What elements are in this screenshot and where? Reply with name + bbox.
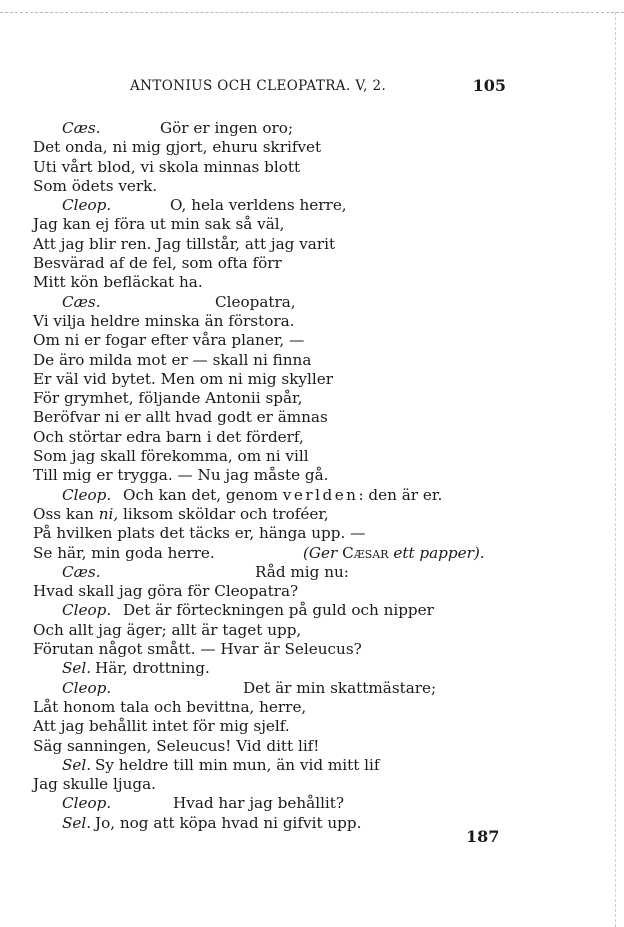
line-text: Råd mig nu: <box>255 562 349 581</box>
line-text: Det onda, ni mig gjort, ehuru skrifvet <box>33 138 322 157</box>
verse-line <box>33 737 513 756</box>
verse-line <box>33 486 513 505</box>
line-text-part: Och kan det, genom <box>123 485 278 504</box>
line-text: Jag skulle ljuga. <box>33 775 156 794</box>
line-text: Jo, nog att köpa hvad ni gifvit upp. <box>95 813 362 832</box>
line-text: Om ni er fogar efter våra planer, — <box>33 331 305 350</box>
line-text: De äro milda mot er — skall ni finna <box>33 350 312 369</box>
running-title: ANTONIUS OCH CLEOPATRA. V, 2. <box>130 78 387 94</box>
verse-line <box>33 273 513 292</box>
verse-line <box>33 466 513 485</box>
spaced-emphasis: verlden <box>282 485 359 504</box>
verse-line <box>33 794 513 813</box>
line-text: Som jag skall förekomma, om ni vill <box>33 447 309 466</box>
verse-line <box>33 293 513 312</box>
speaker-name: Cæs. <box>62 119 101 137</box>
line-text: Det är förteckningen på guld och nipper <box>123 601 434 620</box>
verse-line <box>33 119 513 138</box>
line-text: Sy heldre till min mun, än vid mitt lif <box>95 755 380 774</box>
line-text: Gör er ingen oro; <box>160 119 294 137</box>
line-text: Att jag behållit intet för mig sjelf. <box>33 717 290 736</box>
verse-line <box>33 640 513 659</box>
line-text: På hvilken plats det täcks er, hänga upp. — <box>33 524 366 543</box>
verse-line <box>33 312 513 331</box>
line-text: Och allt jag äger; allt är taget upp, <box>33 620 302 639</box>
verse-line <box>33 235 513 254</box>
verse-line <box>33 698 513 717</box>
verse-line <box>33 601 513 620</box>
stage-direction-name: Cæsar <box>342 543 389 562</box>
line-text: Cleopatra, <box>215 292 296 311</box>
line-text: Att jag blir ren. Jag tillstår, att jag varit <box>33 234 336 253</box>
verse-line <box>33 717 513 736</box>
verse-line <box>33 408 513 427</box>
line-text: Hvad har jag behållit? <box>173 794 345 813</box>
speaker-name: Cæs. <box>62 562 101 581</box>
line-text: Som ödets verk. <box>33 176 158 195</box>
line-text: Besvärad af de fel, som ofta förr <box>33 254 282 273</box>
line-text-part: : den är er. <box>358 485 443 504</box>
page-number: 105 <box>472 76 506 95</box>
speaker-name: Cleop. <box>62 485 112 504</box>
line-text: Och störtar edra barn i det förderf, <box>33 427 304 446</box>
verse-line <box>33 756 513 775</box>
speaker-name: Sel. <box>62 755 92 774</box>
line-text: Mitt kön befläckat ha. <box>33 273 203 292</box>
line-text-part: liksom sköldar och troféer, <box>123 504 329 523</box>
line-text: O, hela verldens herre, <box>170 196 347 215</box>
verse-line <box>33 177 513 196</box>
speaker-name: Sel. <box>62 813 92 832</box>
verse-line <box>33 138 513 157</box>
verse-line <box>33 621 513 640</box>
speaker-name: Sel. <box>62 659 92 678</box>
verse-line <box>33 351 513 370</box>
line-text: Jag kan ej föra ut min sak så väl, <box>33 215 285 234</box>
verse-line <box>33 679 513 698</box>
line-text: För grymhet, följande Antonii spår, <box>33 389 303 408</box>
verse-line <box>33 254 513 273</box>
play-text <box>33 119 513 833</box>
line-text: Hvad skall jag göra för Cleopatra? <box>33 582 299 601</box>
line-text: Låt honom tala och bevittna, herre, <box>33 697 307 716</box>
speaker-name: Cleop. <box>62 601 112 620</box>
speaker-name: Cleop. <box>62 678 112 697</box>
line-text: Uti vårt blod, vi skola minnas blott <box>33 157 301 176</box>
line-text: Förutan något smått. — Hvar är Seleucus? <box>33 640 362 659</box>
line-text: Se här, min goda herre. <box>33 543 215 562</box>
verse-line <box>33 215 513 234</box>
page-header <box>130 78 506 100</box>
verse-line <box>33 370 513 389</box>
verse-line <box>33 389 513 408</box>
line-text: Här, drottning. <box>95 659 210 678</box>
speaker-name: Cleop. <box>62 196 112 215</box>
signature-number: 187 <box>466 827 500 846</box>
verse-line <box>33 505 513 524</box>
verse-line <box>33 196 513 215</box>
speaker-name: Cleop. <box>62 794 112 813</box>
right-edge-rule <box>615 12 616 927</box>
top-edge-rule <box>0 12 624 13</box>
verse-line <box>33 524 513 543</box>
line-text-part: Oss kan <box>33 504 94 523</box>
line-text: Vi vilja heldre minska än förstora. <box>33 311 295 330</box>
line-text <box>123 486 442 505</box>
speaker-name: Cæs. <box>62 292 101 311</box>
italic-emphasis: ni, <box>98 504 119 523</box>
verse-line <box>33 775 513 794</box>
verse-line <box>33 563 513 582</box>
verse-line <box>33 158 513 177</box>
line-text: Beröfvar ni er allt hvad godt er ämnas <box>33 408 328 427</box>
line-text: Det är min skattmästare; <box>243 678 437 697</box>
verse-line <box>33 428 513 447</box>
verse-line <box>33 331 513 350</box>
line-text <box>33 505 329 524</box>
verse-line <box>33 447 513 466</box>
verse-line <box>33 582 513 601</box>
line-text: Er väl vid bytet. Men om ni mig skyller <box>33 369 333 388</box>
line-text: Till mig er trygga. — Nu jag måste gå. <box>33 466 329 485</box>
verse-line <box>33 659 513 678</box>
line-text: Säg sanningen, Seleucus! Vid ditt lif! <box>33 736 320 755</box>
verse-line <box>33 814 513 833</box>
verse-line <box>33 544 513 563</box>
stage-direction: (Ger Cæsar ett papper). <box>303 543 485 562</box>
